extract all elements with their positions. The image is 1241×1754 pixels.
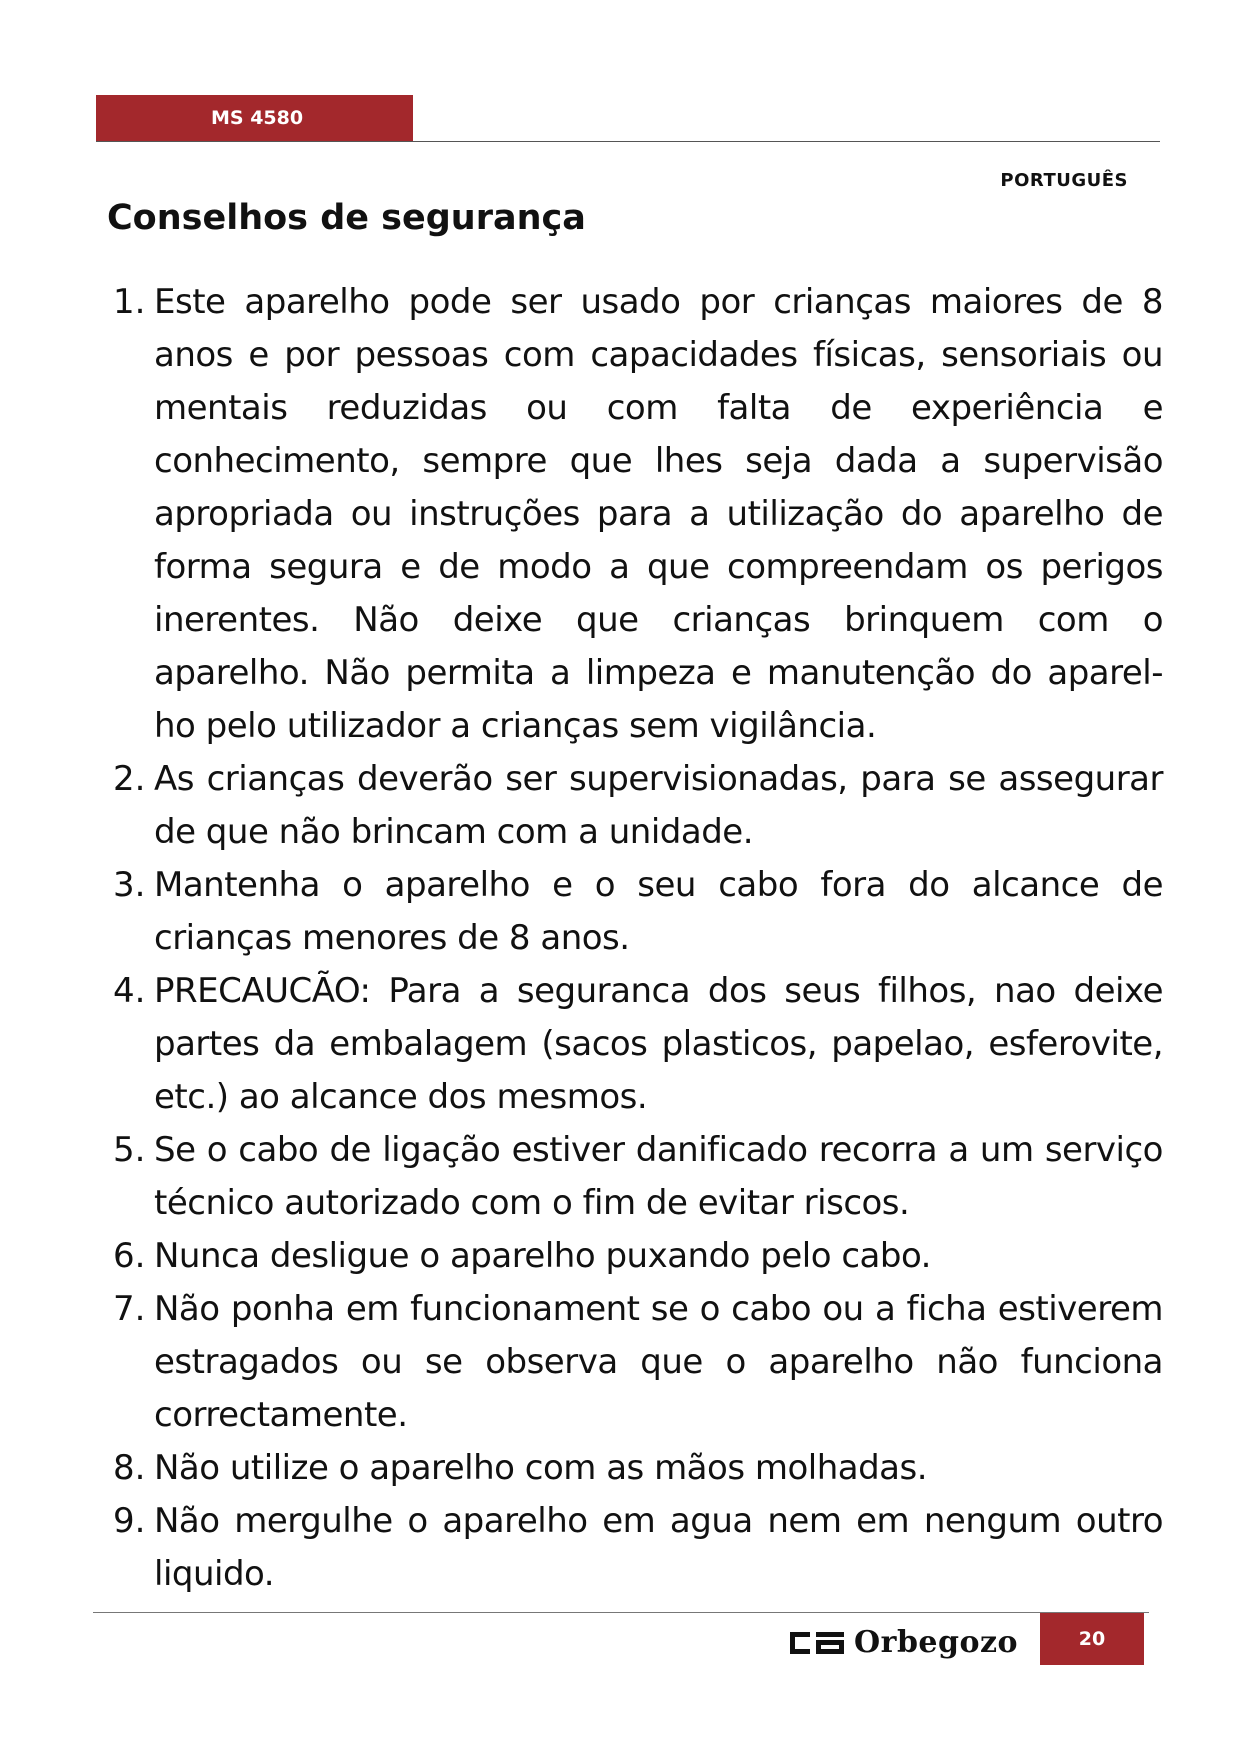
model-tab xyxy=(96,95,413,142)
item-text: Nunca desligue o aparelho puxando pelo cabo. xyxy=(154,1236,931,1276)
item-text: Mantenha o aparelho e o seu cabo fora do alcance de crianças menores de 8 anos. xyxy=(154,865,1163,958)
item-text: Este aparelho pode ser usado por crianças maiores de 8 anos e por pessoas com capacidades físicas, sensoriais ou mentais reduzidas ou com falta de experiência e conhecimento, sempre que lhes seja dada a supervisão apropriada ou instruções para a utilização do aparelho de forma segura e de modo a que compreendam os perigos inerentes. Não deixe que crianças brinquem com o aparelho. Não permita a limpeza e manutenção do aparel-ho pelo utilizador a crianças sem vigilância. xyxy=(154,282,1163,746)
item-text: Se o cabo de ligação estiver danificado recorra a um serviço técnico autorizado com o fim de evitar riscos. xyxy=(154,1130,1163,1223)
page-title: Conselhos de segurança xyxy=(107,198,586,238)
list-item xyxy=(113,1495,1163,1601)
list-item xyxy=(113,1124,1163,1230)
list-item xyxy=(113,1442,1163,1495)
item-number: 5. xyxy=(113,1130,146,1170)
item-text: Não mergulhe o aparelho em agua nem em nengum outro liquido. xyxy=(154,1501,1163,1594)
item-number: 4. xyxy=(113,971,146,1011)
item-text: Não ponha em funcionament se o cabo ou a ficha estiverem estragados ou se observa que o aparelho não funciona correctamente. xyxy=(154,1289,1163,1435)
item-text: Não utilize o aparelho com as mãos molhadas. xyxy=(154,1448,928,1488)
language-label: PORTUGUÊS xyxy=(1000,170,1128,191)
item-number: 3. xyxy=(113,865,146,905)
brand-name: Orbegozo xyxy=(854,1624,1019,1660)
item-number: 6. xyxy=(113,1236,146,1276)
list-item xyxy=(113,965,1163,1124)
list-item xyxy=(113,1283,1163,1442)
item-text: PRECAUCÃO: Para a seguranca dos seus filhos, nao deixe partes da embalagem (sacos plasticos, papelao, esferovite, etc.) ao alcance dos mesmos. xyxy=(154,971,1163,1117)
page-number: 20 xyxy=(1078,1628,1106,1650)
item-number: 9. xyxy=(113,1501,146,1541)
list-item xyxy=(113,753,1163,859)
footer-divider xyxy=(93,1612,1149,1613)
list-item xyxy=(113,859,1163,965)
page-number-badge xyxy=(1040,1613,1144,1665)
header-divider xyxy=(96,141,1160,142)
item-text: As crianças deverão ser supervisionadas, para se assegurar de que não brincam com a unidade. xyxy=(154,759,1163,852)
item-number: 1. xyxy=(113,282,146,322)
list-item xyxy=(113,1230,1163,1283)
list-item xyxy=(113,276,1163,753)
item-number: 7. xyxy=(113,1289,146,1329)
brand-logo-icon xyxy=(790,1628,846,1656)
item-number: 2. xyxy=(113,759,146,799)
safety-advice-list xyxy=(113,276,1163,1601)
model-label: MS 4580 xyxy=(211,107,304,129)
brand-logo xyxy=(790,1620,1018,1664)
item-number: 8. xyxy=(113,1448,146,1488)
